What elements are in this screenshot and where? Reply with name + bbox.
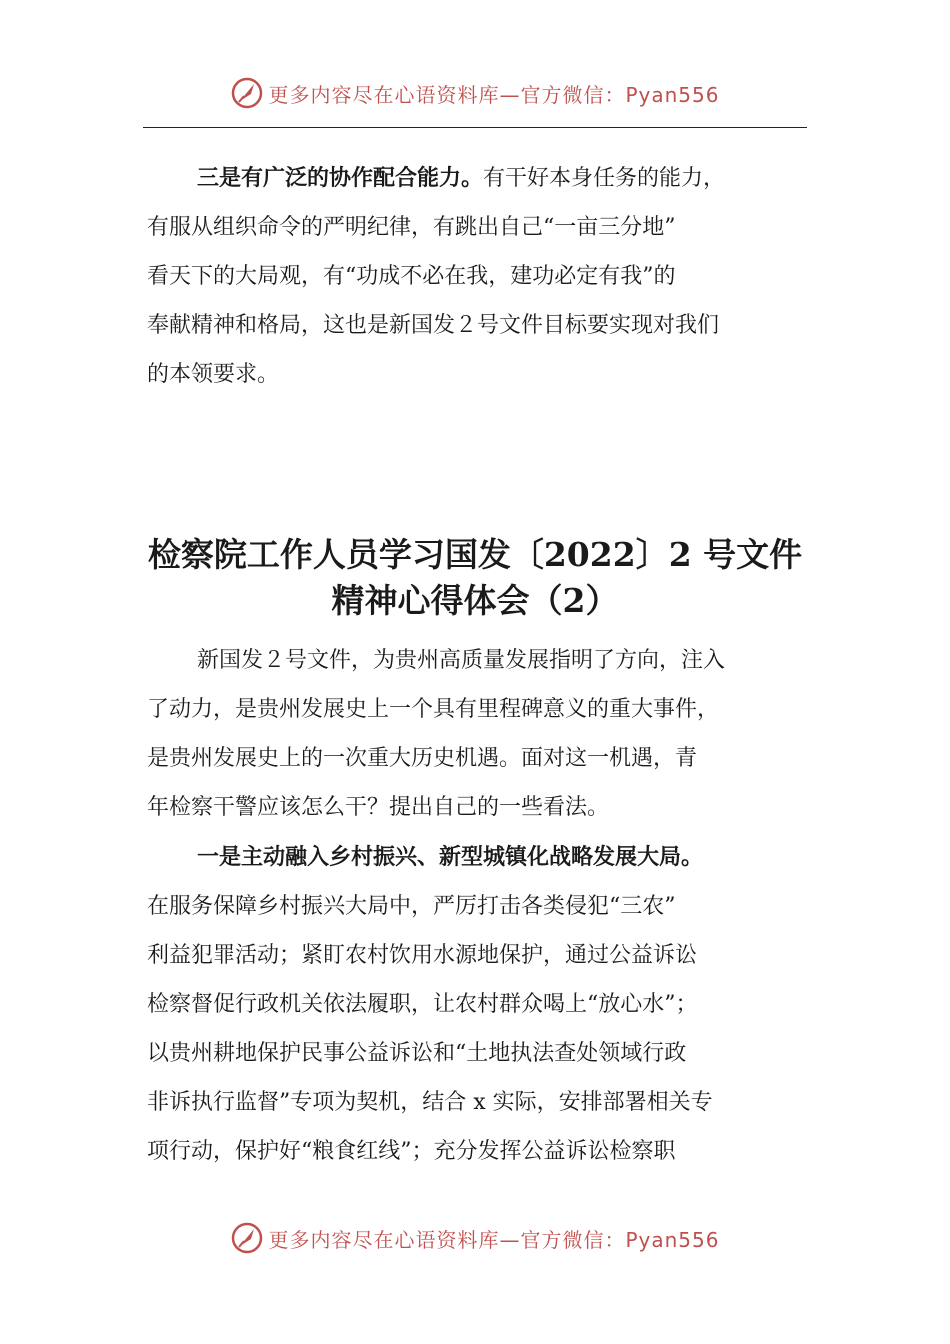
quill-logo-icon [230, 76, 264, 110]
intro-paragraph [147, 636, 807, 832]
section-1-lead: 三是有广泛的协作配合能力。 [197, 165, 484, 191]
watermark-text: 更多内容尽在心语资料库—官方微信：Pyan556 [268, 82, 720, 107]
paragraph-line: 项行动，保护好“粮食红线”；充分发挥公益诉讼检察职 [147, 1139, 676, 1164]
paragraph-line: 奉献精神和格局，这也是新国发２号文件目标要实现对我们 [147, 313, 720, 338]
section-2-lead: 一是主动融入乡村振兴、新型城镇化战略发展大局。 [197, 844, 704, 870]
header-divider [143, 127, 807, 128]
paragraph-line: 检察督促行政机关依法履职，让农村群众喝上“放心水”； [147, 992, 698, 1017]
paragraph-line: 有服从组织命令的严明纪律，有跳出自己“一亩三分地” [147, 215, 676, 240]
paragraph-line: 利益犯罪活动；紧盯农村饮用水源地保护，通过公益诉讼 [147, 943, 698, 968]
paragraph-line: 新国发２号文件，为贵州高质量发展指明了方向，注入 [197, 648, 726, 673]
paragraph-line: 的本领要求。 [147, 362, 280, 387]
watermark-header [0, 73, 950, 113]
paragraph-line: 年检察干警应该怎么干？提出自己的一些看法。 [147, 795, 610, 820]
quill-logo-icon [230, 1221, 264, 1255]
document-title [0, 532, 950, 624]
watermark-footer [0, 1218, 950, 1258]
paragraph-line: 非诉执行监督”专项为契机，结合 x 实际，安排部署相关专 [147, 1090, 713, 1115]
section-1-paragraph [147, 154, 807, 399]
paragraph-line: 看天下的大局观，有“功成不必在我，建功必定有我”的 [147, 264, 676, 289]
paragraph-line: 以贵州耕地保护民事公益诉讼和“土地执法查处领域行政 [147, 1041, 687, 1066]
paragraph-line: 在服务保障乡村振兴大局中，严厉打击各类侵犯“三农” [147, 894, 676, 919]
title-line-1: 检察院工作人员学习国发〔2022〕2 号文件 [147, 535, 803, 574]
section-2-paragraph [147, 833, 807, 1176]
paragraph-line: 了动力，是贵州发展史上一个具有里程碑意义的重大事件， [147, 697, 720, 722]
paragraph-line: 是贵州发展史上的一次重大历史机遇。面对这一机遇，青 [147, 746, 698, 771]
paragraph-line: 有干好本身任务的能力， [483, 166, 726, 191]
title-line-2: 精神心得体会（2） [331, 581, 619, 620]
watermark-text: 更多内容尽在心语资料库—官方微信：Pyan556 [268, 1227, 720, 1252]
